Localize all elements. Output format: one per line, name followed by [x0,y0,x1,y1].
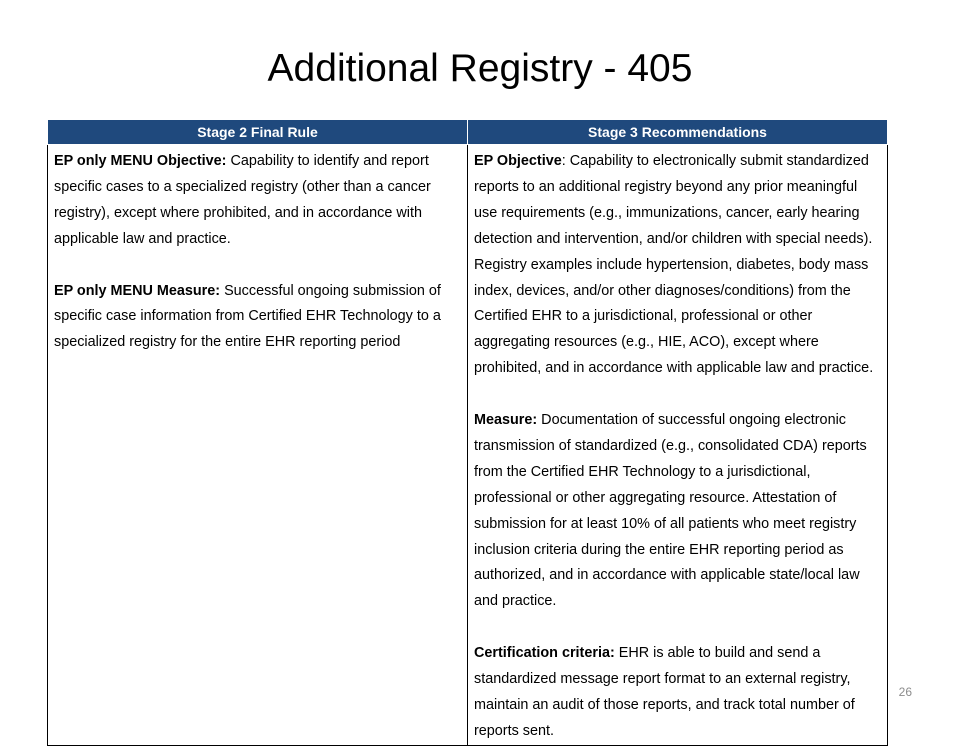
measure-text: Documentation of successful ongoing electronic transmission of standardized (e.g., consolidated CDA) reports from the Certified EHR Technology to a jurisdictional, professional or other aggregating resource. Attestation of submission for at least 10% of all patients who meet registry inclusion criteria during the entire EHR reporting period as authorized, and in accordance with applicable state/local law and practice. [474,412,867,610]
table-header-row [48,120,888,145]
header-stage-2-final-rule: Stage 2 Final Rule [48,120,468,145]
measure-label: Measure: [474,412,538,429]
stage-2-cell [48,145,468,746]
measure [474,408,881,615]
certification-criteria [474,641,881,745]
comparison-table [47,119,888,746]
ep-objective-label: EP Objective [474,153,562,169]
ep-menu-measure [54,279,461,357]
table-row [48,145,888,746]
certification-criteria-label: Certification criteria: [474,645,615,662]
certification-criteria-text: EHR is able to build and send a standardized message report format to an external registry, maintain an audit of those reports, and track total number of reports sent. [474,645,855,739]
slide-title: Additional Registry - 405 [267,47,693,90]
header-stage-3-recommendations: Stage 3 Recommendations [468,120,888,145]
ep-menu-measure-text: Successful ongoing submission of specific case information from Certified EHR Technology to a specialized registry for the entire EHR reporting period [54,282,441,351]
ep-menu-objective-label: EP only MENU Objective: [54,153,227,169]
ep-menu-objective-text: Capability to identify and report specific cases to a specialized registry (other than a cancer registry), except where prohibited, and in accordance with applicable law and practice. [54,153,431,247]
stage-3-cell [468,145,888,746]
ep-objective-text: : Capability to electronically submit standardized reports to an additional registry beyond any prior meaningful use requirements (e.g., immunizations, cancer, early hearing detection and intervention, and/or children with special needs). Registry examples include hypertension, diabetes, body mass index, devices, and/or other diagnoses/conditions) from the Certified EHR to a jurisdictional, professional or other aggregating resources (e.g., HIE, ACO), except where prohibited, and in accordance with applicable law and practice. [474,153,874,377]
ep-objective [474,149,881,382]
ep-menu-measure-label: EP only MENU Measure: [54,282,221,299]
ep-menu-objective [54,149,461,253]
page-number: 26 [898,685,912,699]
